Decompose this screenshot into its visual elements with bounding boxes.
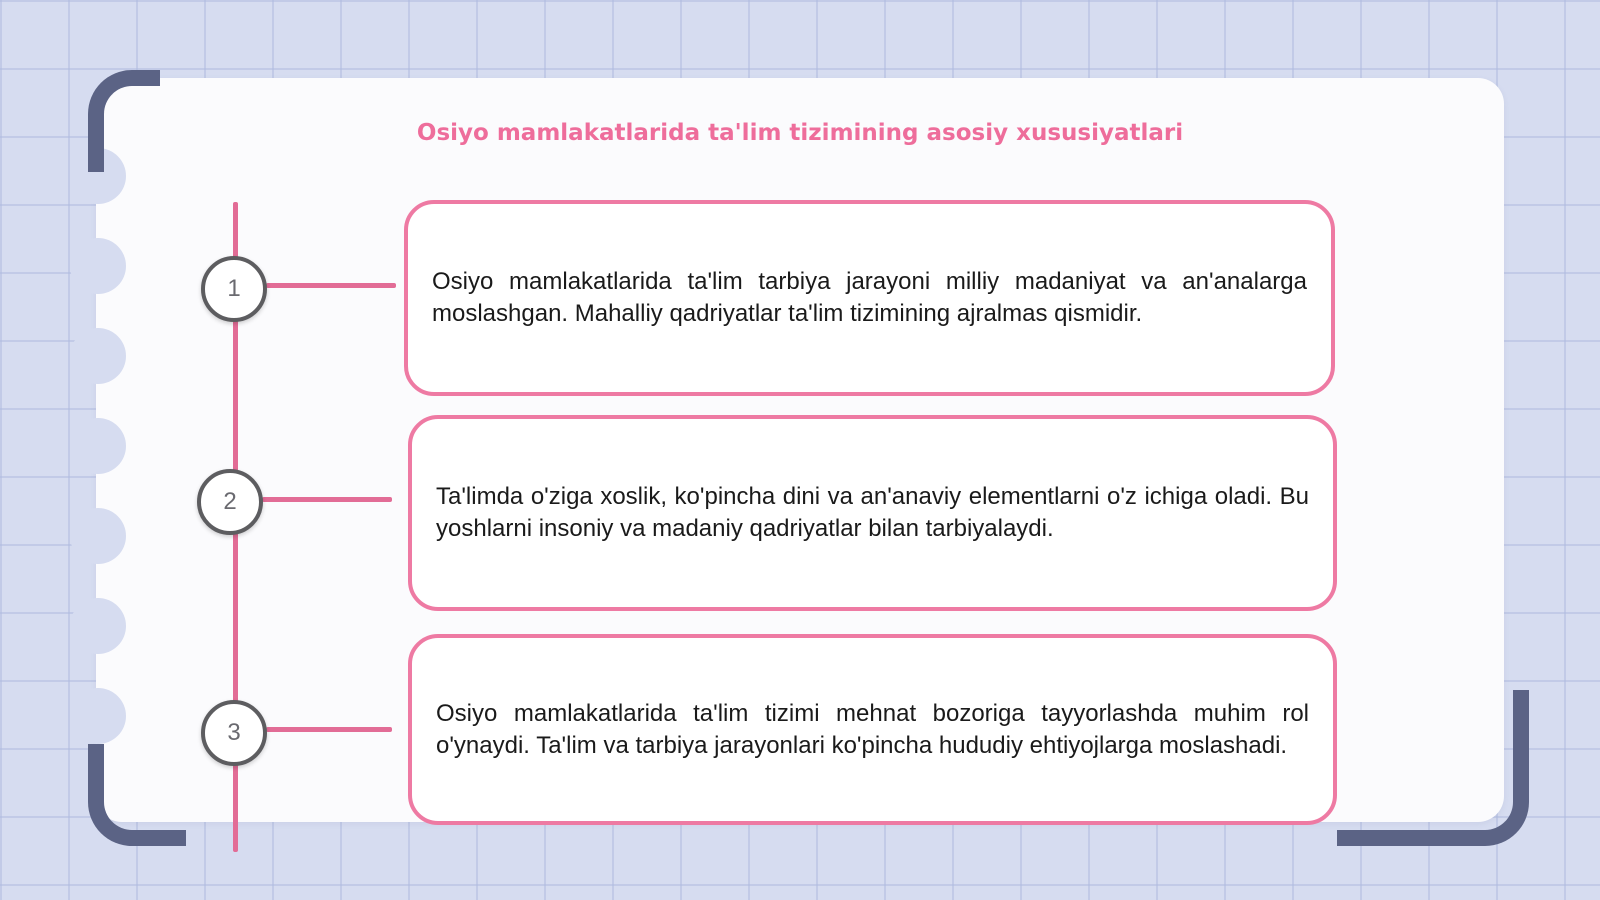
step-number-label: 1 bbox=[227, 275, 241, 302]
binder-notch bbox=[70, 328, 126, 384]
step-card-text: Osiyo mamlakatlarida ta'lim tizimi mehnat bozoriga tayyorlashda muhim rol o'ynaydi. Ta'lim va tarbiya jarayonlari ko'pincha hududiy ehtiyojlarga moslashadi. bbox=[436, 699, 1309, 759]
binder-notch bbox=[70, 508, 126, 564]
step-number-2 bbox=[197, 469, 263, 535]
binder-notch bbox=[70, 418, 126, 474]
step-card-text: Ta'limda o'ziga xoslik, ko'pincha dini va an'anaviy elementlarni o'z ichiga oladi. Bu yoshlarni insoniy va madaniy qadriyatlar bilan tarbiyalaydi. bbox=[436, 483, 1309, 542]
binder-notch bbox=[70, 598, 126, 654]
step-number-3 bbox=[201, 700, 267, 766]
step-number-1 bbox=[201, 256, 267, 322]
step-number-label: 2 bbox=[223, 488, 237, 515]
step-connector-3 bbox=[266, 727, 392, 732]
step-connector-2 bbox=[262, 497, 392, 502]
binder-notch bbox=[70, 238, 126, 294]
corner-bracket-bottom-left bbox=[88, 744, 186, 846]
step-card-3 bbox=[408, 634, 1337, 825]
slide-title: Osiyo mamlakatlarida ta'lim tizimining asosiy xususiyatlari bbox=[416, 120, 1184, 146]
binder-notch bbox=[70, 688, 126, 744]
corner-bracket-bottom-right bbox=[1337, 690, 1529, 846]
step-card-2 bbox=[408, 415, 1337, 611]
corner-bracket-top-left bbox=[88, 70, 160, 172]
step-card-text: Osiyo mamlakatlarida ta'lim tarbiya jarayoni milliy madaniyat va an'analarga moslashgan. Mahalliy qadriyatlar ta'lim tizimining ajralmas qismidir. bbox=[432, 268, 1307, 327]
step-number-label: 3 bbox=[227, 719, 241, 746]
step-card-1 bbox=[404, 200, 1335, 396]
step-connector-1 bbox=[266, 283, 396, 288]
